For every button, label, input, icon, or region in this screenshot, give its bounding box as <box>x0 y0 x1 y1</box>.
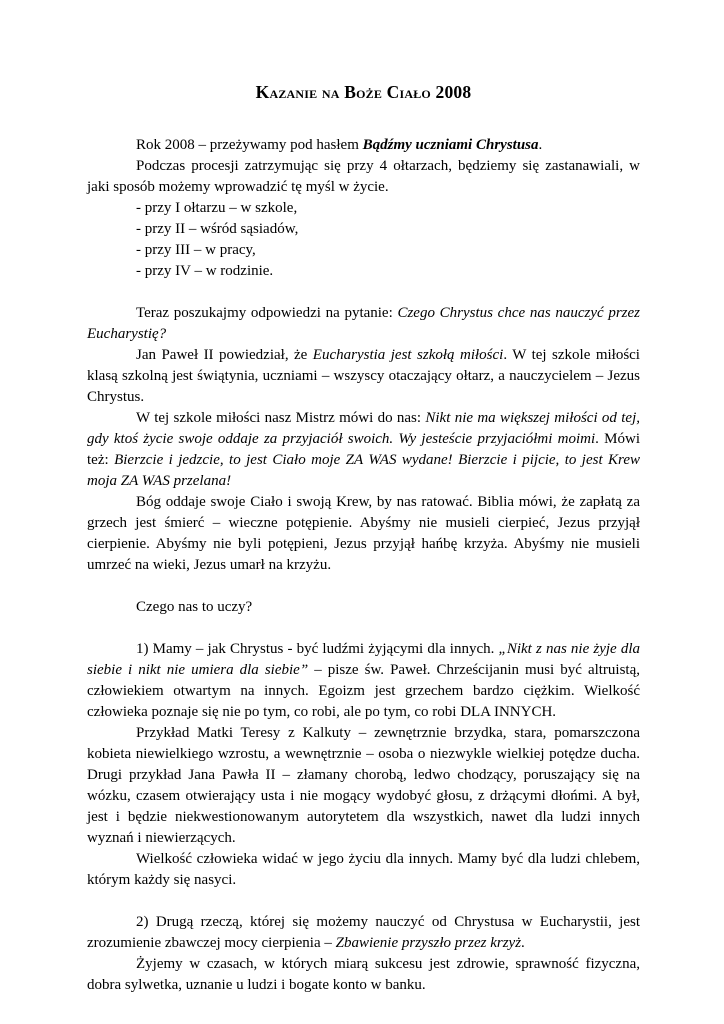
list-item: - przy I ołtarzu – w szkole, <box>136 200 298 216</box>
italic-quote: Nikt nie ma większej miłości od tej, gdy ktoś życie swoje oddaje za przyjaciół swoich. Wy jesteście przyjaciółmi moimi <box>87 410 640 447</box>
paragraph-greatness: Wielkość człowieka widać w jego życiu dla innych. Mamy być dla ludzi chlebem, którym każdy się nasyci. <box>87 851 640 888</box>
paragraph-gap <box>87 891 640 912</box>
text-run: Teraz poszukajmy odpowiedzi na pytanie: <box>136 305 398 321</box>
italic-quote: Eucharystia jest szkołą miłości <box>312 347 504 363</box>
paragraph-examples: Przykład Matki Teresy z Kalkuty – zewnętrznie brzydka, stara, pomarszczona kobieta niewielkiego wzrostu, a wewnętrznie – osoba o niezwykle wielkiej potędze ducha. Drugi przykład Jana Pawła II – złamany chorobą, ledwo chodzący, poruszający się na wózku, czasem otwierający usta i nie mogący wydobyć głosu, z drżącymi dłońmi. A był, jest i będzie niekwestionowanym autorytetem dla wszystkich, nawet dla ludzi innych wyznań i niewierzących. <box>87 725 640 846</box>
paragraph-jp2 <box>87 345 640 408</box>
text-run: 2) Drugą rzeczą, której się możemy nauczyć od Chrystusa w Eucharystii, jest zrozumienie zbawczej mocy cierpienia – <box>87 914 640 951</box>
list-item: - przy III – w pracy, <box>136 242 256 258</box>
paragraph-master <box>87 408 640 492</box>
text-run: Jan Paweł II powiedział, że <box>136 347 313 363</box>
theme-motto: Bądźmy uczniami Chrystusa <box>362 137 539 153</box>
text-run: . <box>521 935 525 951</box>
paragraph-point-two <box>87 912 640 954</box>
paragraph-procession: Podczas procesji zatrzymując się przy 4 ołtarzach, będziemy się zastanawiali, w jaki sposób możemy wprowadzić tę myśl w życie. <box>87 158 640 195</box>
paragraph-gap <box>87 576 640 597</box>
text-run: . <box>538 137 543 153</box>
paragraph-teaching-question: Czego nas to uczy? <box>136 599 253 615</box>
italic-quote: Zbawienie przyszło przez krzyż <box>335 935 522 951</box>
italic-quote: „Nikt z nas nie żyje dla siebie i nikt nie umiera dla siebie” <box>87 641 641 678</box>
paragraph-sacrifice: Bóg oddaje swoje Ciało i swoją Krew, by nas ratować. Biblia mówi, że zapłatą za grzech jest śmierć – wieczne potępienie. Abyśmy nie musieli cierpieć, Jezus przyjął cierpienie. Abyśmy nie byli potępieni, Jezus przyjął hańbę krzyża. Abyśmy nie musieli umrzeć na wieki, Jezus umarł na krzyżu. <box>87 494 640 573</box>
paragraph-success: Żyjemy w czasach, w których miarą sukcesu jest zdrowie, sprawność fizyczna, dobra sylwetka, uznanie u ludzi i bogate konto w banku. <box>87 956 640 993</box>
paragraph-gap <box>87 282 640 303</box>
list-item: - przy II – wśród sąsiadów, <box>136 221 299 237</box>
text-run: 1) Mamy – jak Chrystus - być ludźmi żyjącymi dla innych. <box>136 641 499 657</box>
text-run: – pisze św. Paweł. Chrześcijanin musi być altruistą, człowiekiem otwartym na innych. Egoizm jest grzechem bardzo ciężkim. Wielkość człowieka poznaje się nie po tym, co robi, ale po tym, co robi DLA INNYCH. <box>87 662 641 720</box>
italic-quote: Bierzcie i jedzcie, to jest Ciało moje ZA WAS wydane! Bierzcie i pijcie, to jest Krew moja ZA WAS przelana! <box>87 452 640 489</box>
text-run: Rok 2008 – przeżywamy pod hasłem <box>136 137 363 153</box>
text-run: . Mówi też: <box>87 431 640 468</box>
text-run: W tej szkole miłości nasz Mistrz mówi do nas: <box>136 410 426 426</box>
paragraph-gap <box>87 618 640 639</box>
paragraph-theme <box>87 135 640 156</box>
paragraph-point-one <box>87 639 640 723</box>
text-run: . W tej szkole miłości klasą szkolną jest świątynia, uczniami – wszyscy otaczający ołtarz, a nauczycielem – Jezus Chrystus. <box>87 347 640 405</box>
list-item: - przy IV – w rodzinie. <box>136 263 274 279</box>
italic-question: Czego Chrystus chce nas nauczyć przez Eucharystię? <box>87 305 641 342</box>
document-title: Kazanie na Boże Ciało 2008 <box>255 82 472 102</box>
paragraph-question <box>87 303 640 345</box>
